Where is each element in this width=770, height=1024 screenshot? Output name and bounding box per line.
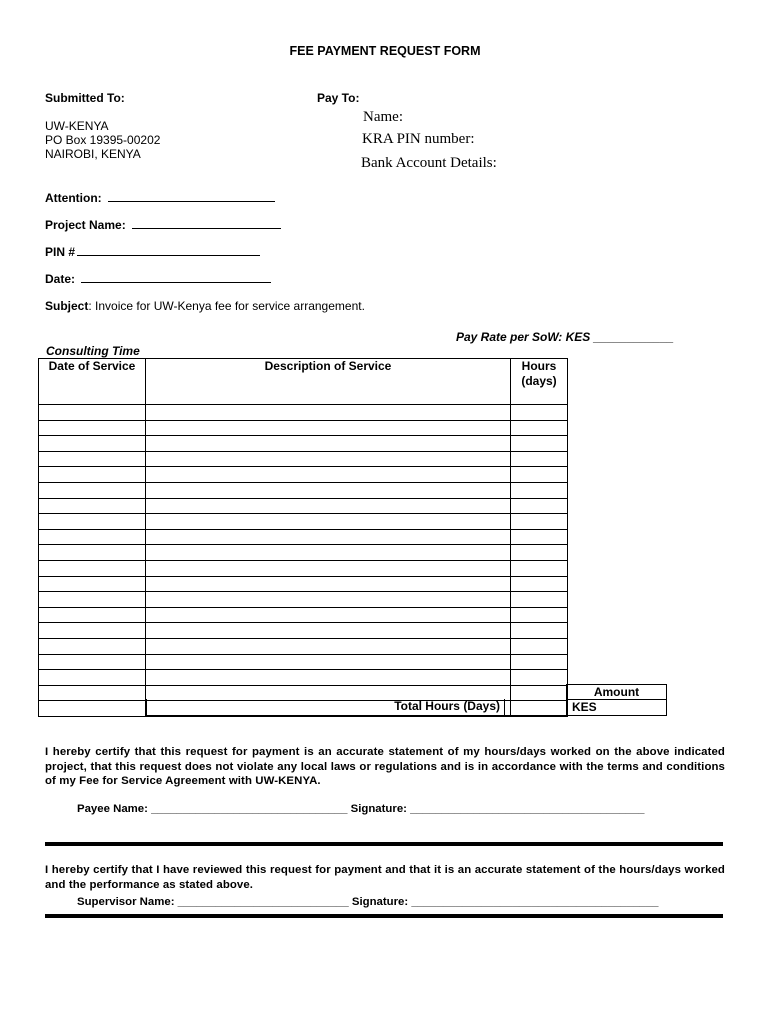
table-row xyxy=(39,482,568,498)
total-hours-label: Total Hours (Days) xyxy=(394,699,500,713)
hours-cell[interactable] xyxy=(511,420,568,436)
address-po-box: PO Box 19395-00202 xyxy=(45,133,161,147)
date-cell[interactable] xyxy=(39,498,146,514)
form-title: FEE PAYMENT REQUEST FORM xyxy=(289,44,481,58)
table-row xyxy=(39,405,568,421)
bank-details-label: Bank Account Details: xyxy=(361,155,497,171)
hours-cell[interactable] xyxy=(511,451,568,467)
date-cell[interactable] xyxy=(39,405,146,421)
table-header-row xyxy=(39,359,568,405)
date-cell[interactable] xyxy=(39,592,146,608)
table-row xyxy=(39,451,568,467)
table-row xyxy=(39,592,568,608)
date-cell[interactable] xyxy=(39,701,146,717)
hours-cell[interactable] xyxy=(511,623,568,639)
hours-cell[interactable] xyxy=(511,436,568,452)
subject-text: : Invoice for UW-Kenya fee for service arrangement. xyxy=(88,299,365,313)
table-row xyxy=(39,420,568,436)
amount-label: Amount xyxy=(593,685,640,699)
table-row xyxy=(39,529,568,545)
hours-cell[interactable] xyxy=(511,638,568,654)
date-cell[interactable] xyxy=(39,482,146,498)
date-cell[interactable] xyxy=(39,451,146,467)
section-divider xyxy=(45,842,723,846)
date-cell[interactable] xyxy=(39,670,146,686)
date-line[interactable] xyxy=(81,271,271,283)
date-cell[interactable] xyxy=(39,529,146,545)
address-city: NAIROBI, KENYA xyxy=(45,147,141,161)
hours-cell[interactable] xyxy=(511,654,568,670)
description-cell[interactable] xyxy=(146,451,511,467)
description-cell[interactable] xyxy=(146,498,511,514)
kra-pin-label: KRA PIN number: xyxy=(362,131,475,147)
payee-signature-line[interactable]: Payee Name: _______________________________ Signature: _____________________________________ xyxy=(77,803,645,815)
description-cell[interactable] xyxy=(146,576,511,592)
hours-cell[interactable] xyxy=(511,529,568,545)
table-row xyxy=(39,545,568,561)
date-cell[interactable] xyxy=(39,545,146,561)
total-hours-value-cell[interactable] xyxy=(504,699,567,716)
attention-label: Attention: xyxy=(45,191,102,205)
currency-label: KES xyxy=(572,700,597,714)
pin-line[interactable] xyxy=(77,244,260,256)
hours-cell[interactable] xyxy=(511,467,568,483)
table-row xyxy=(39,638,568,654)
bottom-divider xyxy=(45,914,723,918)
date-cell[interactable] xyxy=(39,420,146,436)
project-name-line[interactable] xyxy=(132,217,281,229)
table-row xyxy=(39,467,568,483)
pay-to-label: Pay To: xyxy=(317,91,360,105)
supervisor-signature-line[interactable]: Supervisor Name: ___________________________ Signature: _______________________________________ xyxy=(77,896,659,908)
hours-cell[interactable] xyxy=(511,405,568,421)
description-cell[interactable] xyxy=(146,420,511,436)
table-row xyxy=(39,436,568,452)
date-cell[interactable] xyxy=(39,576,146,592)
description-cell[interactable] xyxy=(146,623,511,639)
table-row xyxy=(39,623,568,639)
table-row xyxy=(39,498,568,514)
submitted-to-label: Submitted To: xyxy=(45,91,125,105)
col-header-description: Description of Service xyxy=(146,359,511,405)
attention-field[interactable] xyxy=(45,190,275,205)
date-cell[interactable] xyxy=(39,685,146,701)
date-cell[interactable] xyxy=(39,654,146,670)
submitted-to-address xyxy=(45,119,160,161)
description-cell[interactable] xyxy=(146,638,511,654)
pay-rate: Pay Rate per SoW: KES ____________ xyxy=(456,330,674,344)
date-cell[interactable] xyxy=(39,514,146,530)
consulting-time-table xyxy=(38,358,568,717)
hours-cell[interactable] xyxy=(511,592,568,608)
description-cell[interactable] xyxy=(146,670,511,686)
description-cell[interactable] xyxy=(146,514,511,530)
table-row xyxy=(39,560,568,576)
amount-value-cell[interactable] xyxy=(566,699,667,716)
description-cell[interactable] xyxy=(146,607,511,623)
table-row xyxy=(39,607,568,623)
col-header-date: Date of Service xyxy=(39,359,146,405)
description-cell[interactable] xyxy=(146,592,511,608)
address-org: UW-KENYA xyxy=(45,119,109,133)
date-cell[interactable] xyxy=(39,436,146,452)
table-caption: Consulting Time xyxy=(46,344,140,358)
hours-cell[interactable] xyxy=(511,576,568,592)
payee-certification: I hereby certify that this request for payment is an accurate statement of my hours/days worked on the above indicated project, that this request does not violate any local laws or regulations and is in accordance with the terms and conditions of my Fee for Service Agreement with UW-KENYA. xyxy=(45,746,725,788)
pin-field[interactable] xyxy=(45,244,260,259)
description-cell[interactable] xyxy=(146,436,511,452)
description-cell[interactable] xyxy=(146,467,511,483)
date-cell[interactable] xyxy=(39,607,146,623)
description-cell[interactable] xyxy=(146,529,511,545)
description-cell[interactable] xyxy=(146,405,511,421)
table-row xyxy=(39,514,568,530)
date-cell[interactable] xyxy=(39,638,146,654)
hours-cell[interactable] xyxy=(511,607,568,623)
table-row xyxy=(39,576,568,592)
hours-cell[interactable] xyxy=(511,560,568,576)
date-field[interactable] xyxy=(45,271,271,286)
date-cell[interactable] xyxy=(39,623,146,639)
hours-cell[interactable] xyxy=(511,514,568,530)
table-row xyxy=(39,670,568,686)
payee-name-label: Name: xyxy=(363,109,403,125)
subject-line xyxy=(45,299,365,313)
description-cell[interactable] xyxy=(146,654,511,670)
date-label: Date: xyxy=(45,272,76,286)
amount-header-cell xyxy=(566,684,667,700)
hours-cell[interactable] xyxy=(511,498,568,514)
col-header-hours: Hours (days) xyxy=(511,359,568,405)
hours-cell[interactable] xyxy=(511,545,568,561)
attention-line[interactable] xyxy=(108,190,275,202)
hours-cell[interactable] xyxy=(511,670,568,686)
description-cell[interactable] xyxy=(146,482,511,498)
supervisor-certification: I hereby certify that I have reviewed this request for payment and that it is an accurate statement of the hours/days worked and the performance as stated above. xyxy=(45,864,725,891)
project-name-label: Project Name: xyxy=(45,218,126,232)
date-cell[interactable] xyxy=(39,467,146,483)
description-cell[interactable] xyxy=(146,545,511,561)
description-cell[interactable] xyxy=(146,560,511,576)
subject-label: Subject xyxy=(45,299,89,313)
table-row xyxy=(39,654,568,670)
hours-cell[interactable] xyxy=(511,482,568,498)
total-hours-label-cell xyxy=(146,699,505,716)
date-cell[interactable] xyxy=(39,560,146,576)
pin-label: PIN # xyxy=(45,245,76,259)
project-name-field[interactable] xyxy=(45,217,281,232)
